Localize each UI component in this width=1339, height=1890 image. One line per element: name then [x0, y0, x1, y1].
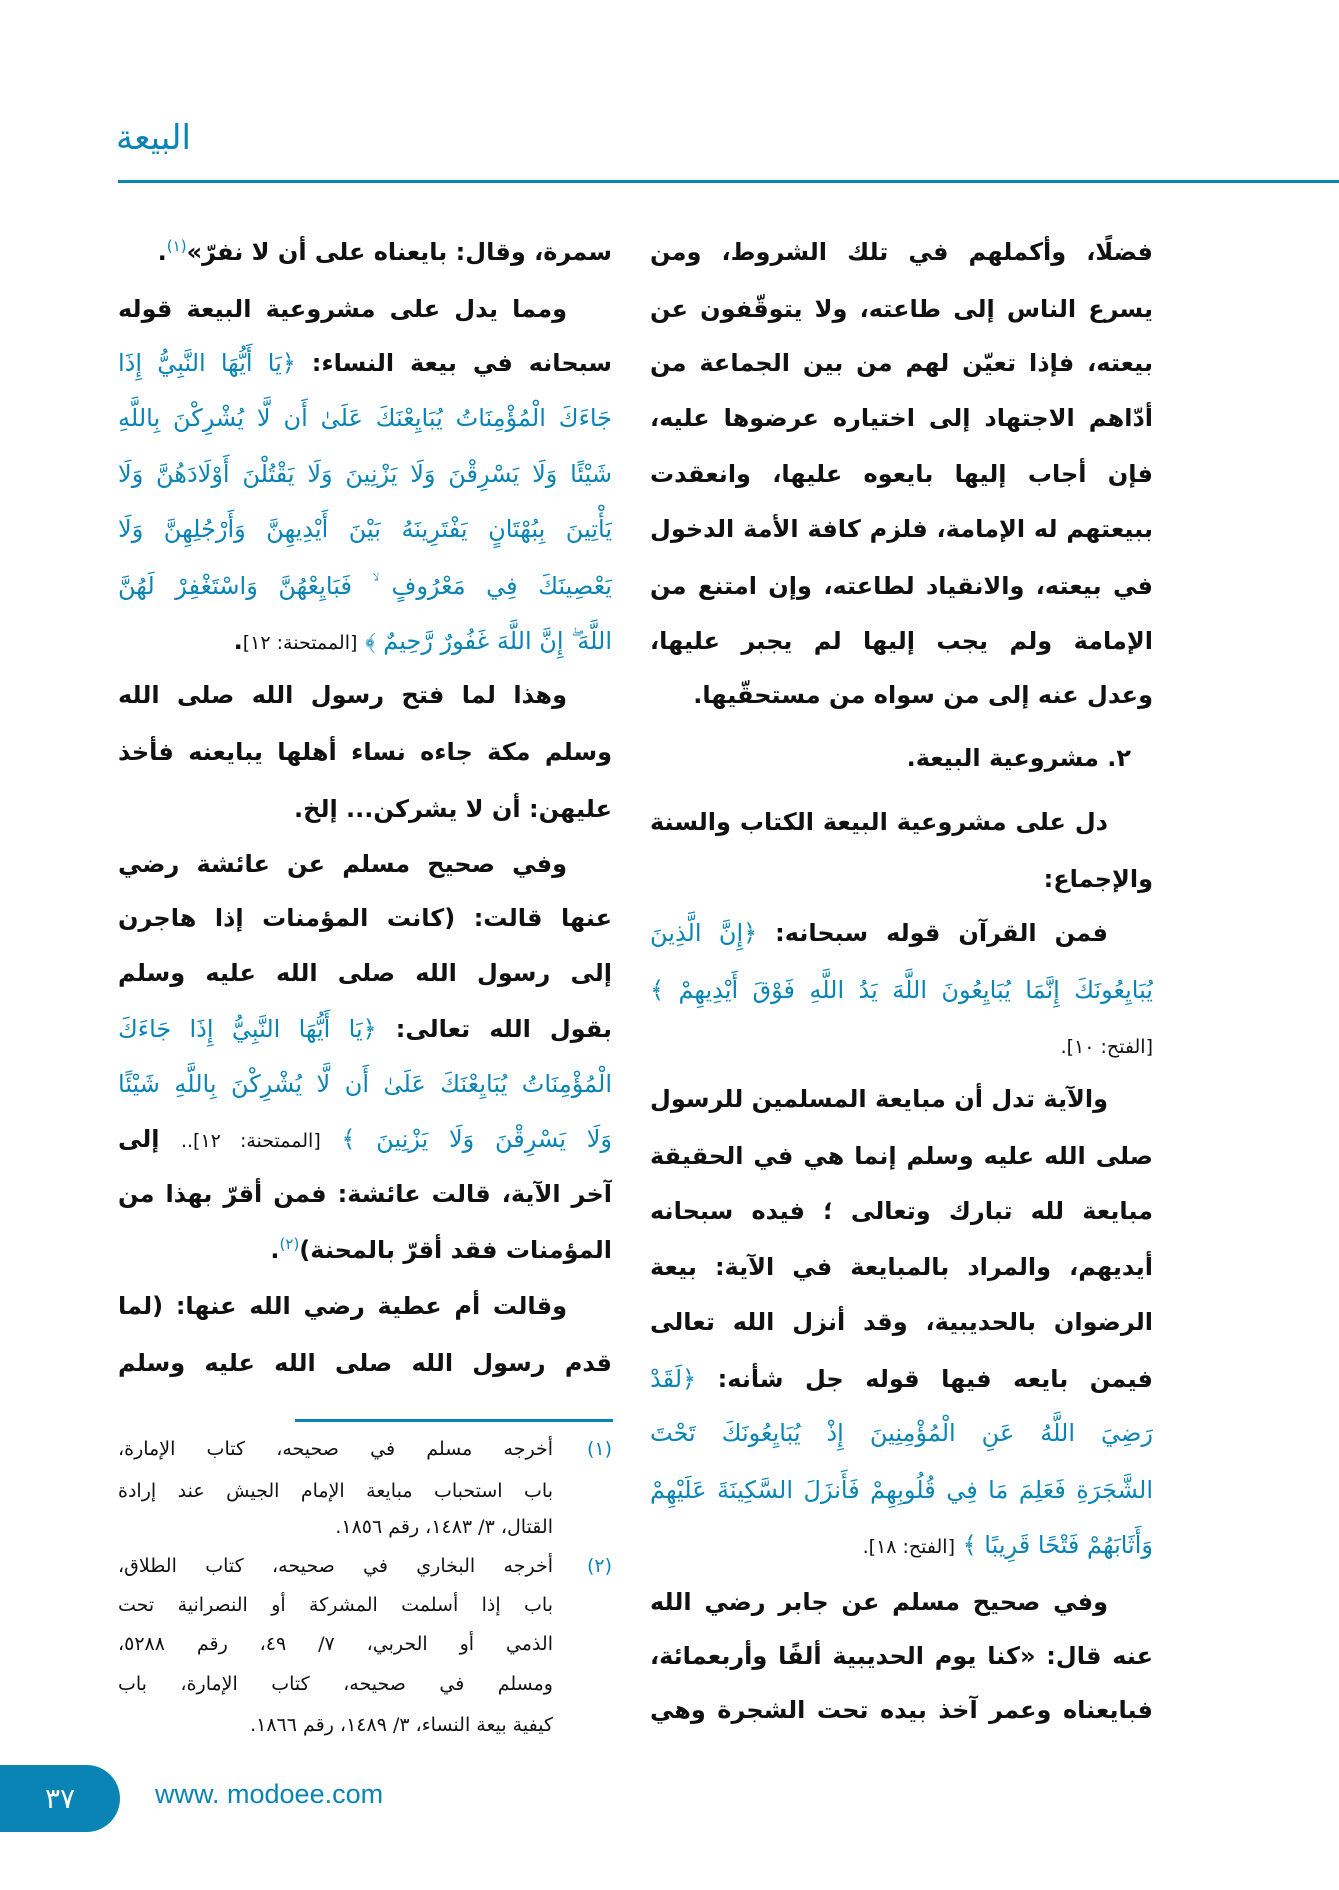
text-line: [650, 281, 1153, 339]
quran-verse: اللَّهَ ۖ إِنَّ اللَّهَ غَفُورٌ رَّحِيمٌ ﴾: [357, 627, 612, 656]
text-line: [118, 558, 612, 616]
text-line: [118, 1111, 612, 1169]
text-line: [118, 1335, 612, 1393]
footnote-number: (١): [586, 1437, 612, 1460]
text-line: [118, 1001, 612, 1059]
text-line: [650, 905, 1108, 963]
text-line: [650, 390, 1153, 448]
footnote-line: باب استحباب مبايعة الإمام الجيش عند إرادة: [118, 1479, 553, 1502]
text-line: [118, 1222, 612, 1280]
text-line: [650, 1351, 1153, 1409]
quran-verse: يَعْصِينَكَ فِي مَعْرُوفٍ ۙ فَبَايِعْهُنَّ وَاسْتَغْفِرْ لَهُنَّ: [118, 571, 612, 600]
text-line: [118, 613, 612, 671]
footnote-separator: [295, 1419, 613, 1422]
text-segment: سبحانه في بيعة النساء:: [295, 348, 612, 377]
text-line: [118, 224, 612, 282]
text-segment: فبايعناه وعمر آخذ بيده تحت الشجرة وهي: [650, 1696, 1153, 1725]
text-segment: وهذا لما فتح رسول الله صلى الله: [118, 681, 567, 710]
quran-verse: وَلَا يَسْرِقْنَ وَلَا يَزْنِينَ ﴾: [320, 1124, 612, 1153]
footnote-marker[interactable]: (١): [166, 237, 187, 256]
text-line: [650, 1462, 1153, 1520]
quran-verse: يَأْتِينَ بِبُهْتَانٍ يَفْتَرِينَهُ بَيْنَ أَيْدِيهِنَّ وَأَرْجُلِهِنَّ وَلَا: [118, 515, 612, 544]
text-line: [118, 836, 567, 894]
text-segment: يسرع الناس إلى طاعته، ولا يتوقّفون عن: [650, 294, 1153, 323]
text-line: [650, 667, 1153, 725]
text-segment: إلى: [118, 1124, 181, 1153]
footnote-line: الذمي أو الحربي، ٧/ ٤٩، رقم ٥٢٨٨،: [118, 1632, 553, 1655]
quran-verse: يُبَايِعُونَكَ إِنَّمَا يُبَايِعُونَ اللَّهَ يَدُ اللَّهِ فَوْقَ أَيْدِيهِمْ ﴾: [650, 975, 1153, 1004]
verse-reference: [الفتح: ١٨].: [862, 1536, 955, 1558]
text-segment: والإجماع:: [1043, 864, 1153, 893]
text-segment: المؤمنات فقد أقرّ بالمحنة): [299, 1235, 612, 1264]
text-segment: أدّاهم الاجتهاد إلى اختياره عرضوها عليه،: [650, 404, 1153, 433]
text-segment: عنه قال: «كنا يوم الحديبية ألفًا وأربعمائة،: [650, 1641, 1153, 1670]
text-line: [118, 724, 612, 782]
text-segment: وقالت أم عطية رضي الله عنها: (لما: [118, 1292, 567, 1321]
quran-verse: ﴿إِنَّ الَّذِينَ: [650, 918, 758, 947]
text-line: [650, 1128, 1153, 1186]
website-link[interactable]: www. modoee.com: [155, 1779, 384, 1809]
text-line: [650, 1517, 1153, 1575]
text-segment: أيديهم، والمراد بالمبايعة في الآية: بيعة: [650, 1252, 1153, 1281]
text-line: [650, 794, 1108, 852]
text-line: [650, 962, 1153, 1020]
text-segment: مبايعة لله تبارك وتعالى ؛ فيده سبحانه: [650, 1197, 1153, 1226]
footnote-line: كيفية بيعة النساء، ٣/ ١٤٨٩، رقم ١٨٦٦.: [250, 1713, 553, 1736]
text-segment: ومما يدل على مشروعية البيعة قوله: [118, 294, 567, 323]
text-line: [118, 1278, 567, 1336]
footnote-line: ومسلم في صحيحه، كتاب الإمارة، باب: [118, 1672, 553, 1695]
quran-verse: جَاءَكَ الْمُؤْمِنَاتُ يُبَايِعْنَكَ عَلَىٰ أَن لَّا يُشْرِكْنَ بِاللَّهِ: [118, 404, 612, 433]
text-line: [118, 945, 612, 1003]
text-line: [650, 1682, 1153, 1740]
text-segment: ببيعتهم له الإمامة، فلزم كافة الأمة الدخول: [650, 515, 1153, 544]
text-line: [650, 1183, 1153, 1241]
text-line: [118, 335, 612, 393]
text-segment: فيمن بايعه فيها قوله جل شأنه:: [696, 1364, 1153, 1393]
text-segment: وسلم مكة جاءه نساء أهلها يبايعنه فأخذ: [118, 738, 612, 767]
text-segment: صلى الله عليه وسلم إنما هي في الحقيقة: [650, 1141, 1153, 1170]
text-line: [650, 1405, 1153, 1463]
text-segment: .: [233, 627, 243, 656]
text-segment: في بيعته، والانقياد لطاعته، وإن امتنع من: [650, 571, 1153, 600]
footnote-line: باب إذا أسلمت المشركة أو النصرانية تحت: [118, 1594, 553, 1617]
text-line: [650, 851, 1153, 909]
page-number: ٣٧: [0, 1765, 120, 1832]
quran-verse: ﴿يَا أَيُّهَا النَّبِيُّ إِذَا: [118, 348, 296, 377]
quran-verse: ﴿لَقَدْ: [650, 1364, 697, 1393]
quran-verse: ﴿يَا أَيُّهَا النَّبِيُّ إِذَا جَاءَكَ: [118, 1015, 377, 1044]
text-line: [118, 446, 612, 504]
text-line: [650, 730, 1131, 788]
text-segment: وفي صحيح مسلم عن عائشة رضي: [118, 850, 567, 879]
text-segment: الرضوان بالحديبية، وقد أنزل الله تعالى: [650, 1308, 1153, 1337]
text-segment: وفي صحيح مسلم عن جابر رضي الله: [650, 1587, 1108, 1616]
text-line: [650, 1071, 1108, 1129]
text-segment: بقول الله تعالى:: [376, 1015, 612, 1044]
text-segment: فمن القرآن قوله سبحانه:: [757, 918, 1108, 947]
text-segment: بيعته، فإذا تعيّن لهم من بين الجماعة من: [650, 348, 1153, 377]
header-divider: [118, 180, 1339, 183]
text-line: [650, 1574, 1108, 1632]
text-segment: .: [157, 238, 167, 267]
text-line: [118, 1056, 612, 1114]
text-segment: إلى رسول الله صلى الله عليه وسلم: [118, 958, 612, 987]
text-line: [650, 1628, 1153, 1686]
quran-verse: رَضِيَ اللَّهُ عَنِ الْمُؤْمِنِينَ إِذْ يُبَايِعُونَكَ تَحْتَ: [650, 1418, 1153, 1447]
quran-verse: الشَّجَرَةِ فَعَلِمَ مَا فِي قُلُوبِهِمْ فَأَنزَلَ السَّكِينَةَ عَلَيْهِمْ: [650, 1475, 1153, 1504]
quran-verse: شَيْئًا وَلَا يَسْرِقْنَ وَلَا يَزْنِينَ وَلَا يَقْتُلْنَ أَوْلَادَهُنَّ وَلَا: [118, 459, 612, 488]
chapter-title: البيعة: [116, 118, 191, 158]
text-line: [650, 501, 1153, 559]
footnote-line: أخرجه البخاري في صحيحه، كتاب الطلاق،: [118, 1554, 553, 1577]
text-line: [650, 446, 1153, 504]
footnote-line: أخرجه مسلم في صحيحه، كتاب الإمارة،: [118, 1437, 553, 1460]
text-segment: والآية تدل أن مبايعة المسلمين للرسول: [650, 1085, 1108, 1114]
text-line: [650, 224, 1153, 282]
footnote-marker[interactable]: (٢): [279, 1234, 300, 1253]
text-line: [650, 613, 1153, 671]
text-line: [118, 1166, 612, 1224]
text-segment: الإمامة ولم يجب إليها لم يجبر عليها،: [650, 627, 1153, 656]
text-line: [650, 1294, 1153, 1352]
quran-verse: الْمُؤْمِنَاتُ يُبَايِعْنَكَ عَلَىٰ أَن لَّا يُشْرِكْنَ بِاللَّهِ شَيْئًا: [118, 1069, 612, 1098]
footnote-number: (٢): [586, 1554, 612, 1577]
text-line: [118, 781, 612, 839]
text-segment: سمرة، وقال: بايعناه على أن لا نفرّ»: [186, 238, 612, 267]
text-segment: عليهن: أن لا يشركن... إلخ.: [294, 794, 612, 823]
verse-reference: [الممتحنة: ١٢]..: [180, 1129, 321, 1152]
verse-reference: [الممتحنة: ١٢]: [242, 632, 358, 655]
footnote-line: القتال، ٣/ ١٤٨٣، رقم ١٨٥٦.: [335, 1515, 553, 1538]
text-segment: آخر الآية، قالت عائشة: فمن أقرّ بهذا من: [118, 1180, 612, 1209]
text-line: [650, 558, 1153, 616]
text-segment: فضلًا، وأكملهم في تلك الشروط، ومن: [650, 238, 1153, 267]
text-segment: وعدل عنه إلى من سواه من مستحقّيها.: [693, 681, 1153, 710]
text-segment: قدم رسول الله صلى الله عليه وسلم: [118, 1349, 612, 1378]
verse-reference: [الفتح: ١٠].: [1060, 1035, 1153, 1058]
text-line: [118, 890, 612, 948]
quran-verse: وَأَثَابَهُمْ فَتْحًا قَرِيبًا ﴾: [954, 1531, 1153, 1559]
text-line: [118, 281, 567, 339]
text-line: [118, 390, 612, 448]
text-line: [650, 1017, 1153, 1075]
text-segment: دل على مشروعية البيعة الكتاب والسنة: [650, 808, 1108, 836]
text-segment: فإن أجاب إليها بايعوه عليها، وانعقدت: [650, 459, 1153, 488]
text-line: [118, 501, 612, 559]
text-line: [650, 335, 1153, 393]
text-segment: ٢. مشروعية البيعة.: [906, 744, 1131, 773]
text-segment: عنها قالت: (كانت المؤمنات إذا هاجرن: [118, 904, 612, 933]
text-segment: .: [270, 1235, 280, 1264]
text-line: [118, 667, 567, 725]
text-line: [650, 1239, 1153, 1297]
